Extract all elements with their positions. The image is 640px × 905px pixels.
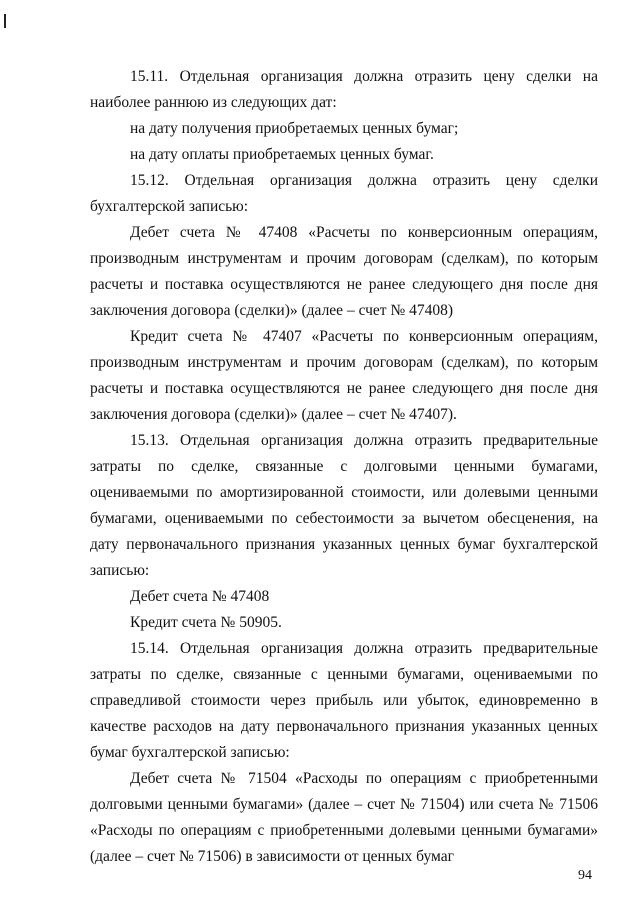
page-number: 94 — [578, 868, 592, 883]
credit-47407-entry: Кредит счета № 47407 «Расчеты по конверсионным операциям, производным инструментам и прочим договорам (сделкам), по которым расчеты и поставка осуществляются не ранее следующего дня после дня заключения договора (сделки)» (далее – счет № 47407). — [90, 328, 598, 423]
paragraph-15-13: 15.13. Отдельная организация должна отразить предварительные затраты по сделке, связанные с долговыми ценными бумагами, оцениваемыми по амортизированной стоимости, или долевыми ценными бумагами, оцениваемыми по себестоимости за вычетом обесценения, на дату первоначального признания указанных ценных бумаг бухгалтерской записью: — [90, 432, 598, 579]
credit-50905-line: Кредит счета № 50905. — [130, 614, 282, 631]
list-item-payment-date: на дату оплаты приобретаемых ценных бумаг. — [130, 146, 434, 163]
margin-mark — [4, 14, 6, 28]
paragraph-15-14: 15.14. Отдельная организация должна отразить предварительные затраты по сделке, связанные с ценными бумагами, оцениваемыми по справедливой стоимости через прибыль или убыток, единовременно в качестве расходов на дату первоначального признания указанных ценных бумаг бухгалтерской записью: — [90, 640, 598, 761]
paragraph-15-11: 15.11. Отдельная организация должна отразить цену сделки на наиболее раннюю из следующих дат: — [90, 68, 598, 111]
list-item-receipt-date: на дату получения приобретаемых ценных бумаг; — [130, 120, 459, 137]
debit-47408-entry: Дебет счета № 47408 «Расчеты по конверсионным операциям, производным инструментам и прочим договорам (сделкам), по которым расчеты и поставка осуществляются не ранее следующего дня после дня заключения договора (сделки)» (далее – счет № 47408) — [90, 224, 598, 319]
debit-47408-line: Дебет счета № 47408 — [130, 588, 270, 605]
paragraph-15-12: 15.12. Отдельная организация должна отразить цену сделки бухгалтерской записью: — [90, 172, 598, 215]
document-page — [90, 64, 598, 870]
debit-71504-entry: Дебет счета № 71504 «Расходы по операциям с приобретенными долговыми ценными бумагами» (далее – счет № 71504) или счета № 71506 «Расходы по операциям с приобретенными долевыми ценными бумагами» (далее – счет № 71506) в зависимости от ценных бумаг — [90, 770, 598, 865]
